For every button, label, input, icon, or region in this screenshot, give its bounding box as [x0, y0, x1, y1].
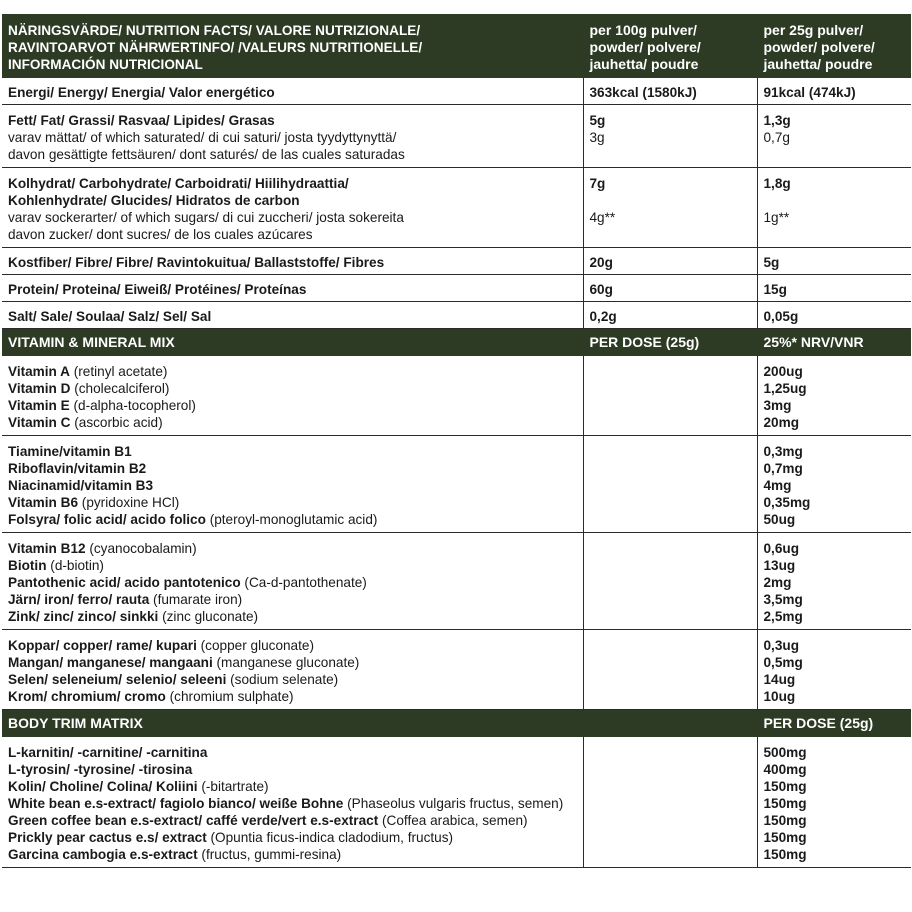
empty-cell	[583, 737, 757, 868]
ingredient-name: Mangan/ manganese/ mangaani	[8, 655, 213, 670]
ingredient-detail: (ascorbic acid)	[70, 415, 163, 430]
ingredient-name: Vitamin D	[8, 381, 71, 396]
ingredient-value: 13ug	[763, 558, 796, 573]
header-title: NÄRINGSVÄRDE/ NUTRITION FACTS/ VALORE NUTRIZIONALE/ RAVINTOARVOT NÄHRWERTINFO/ /VALEURS NUTRITIONELLE/ INFORMACIÓN NUTRICIONAL	[2, 15, 583, 78]
table-row-salt	[2, 302, 911, 329]
ingredient-line	[8, 460, 577, 477]
ingredient-name: Vitamin C	[8, 415, 71, 430]
row-per25: 0,05g	[757, 302, 911, 329]
ingredient-values	[757, 737, 911, 868]
ingredient-detail: (copper gluconate)	[196, 638, 314, 653]
table-row-fibre	[2, 248, 911, 275]
ingredient-name: Riboflavin/vitamin B2	[8, 461, 147, 476]
ingredient-line	[8, 608, 577, 625]
ingredient-name: Green coffee bean e.s-extract/ caffé verde/vert e.s-extract	[8, 813, 379, 828]
row-per25: 1,3g 0,7g	[757, 105, 911, 168]
ingredient-value: 150mg	[763, 813, 807, 828]
ingredient-value: 500mg	[763, 745, 807, 760]
ingredient-name: L-karnitin/ -carnitine/ -carnitina	[8, 745, 208, 760]
ingredient-name: Niacinamid/vitamin B3	[8, 478, 154, 493]
header-per-100g: per 100g pulver/ powder/ polvere/ jauhetta/ poudre	[583, 15, 757, 78]
ingredient-line	[8, 846, 577, 863]
ingredient-line	[8, 688, 577, 705]
ingredient-value: 1,25ug	[763, 381, 807, 396]
ingredient-line	[8, 654, 577, 671]
row-label: Kolhydrat/ Carbohydrate/ Carboidrati/ Hiilihydraattia/ Kohlenhydrate/ Glucides/ Hidratos de carbon varav sockerarter/ of which sugars/ di cui zuccheri/ josta sokereita davon zucker/ dont sucres/ de los cuales azúcares	[2, 168, 583, 248]
ingredient-detail: (retinyl acetate)	[69, 364, 168, 379]
section-col2	[583, 710, 757, 737]
ingredient-line	[8, 414, 577, 431]
ingredient-value: 150mg	[763, 830, 807, 845]
row-per25: 15g	[757, 275, 911, 302]
ingredient-value: 400mg	[763, 762, 807, 777]
ingredient-name: Vitamin A	[8, 364, 70, 379]
table-header-row	[2, 15, 911, 78]
ingredient-value: 150mg	[763, 779, 807, 794]
ingredient-line	[8, 397, 577, 414]
ingredient-name: Vitamin B6	[8, 495, 79, 510]
section-col3: PER DOSE (25g)	[757, 710, 911, 737]
row-per25: 91kcal (474kJ)	[757, 78, 911, 105]
ingredient-name: L-tyrosin/ -tyrosine/ -tirosina	[8, 762, 193, 777]
ingredient-name: Koppar/ copper/ rame/ kupari	[8, 638, 197, 653]
ingredient-detail: (chromium sulphate)	[165, 689, 294, 704]
section-title: VITAMIN & MINERAL MIX	[2, 329, 583, 356]
ingredient-name: Selen/ seleneium/ selenio/ seleeni	[8, 672, 227, 687]
section-col3: 25%* NRV/VNR	[757, 329, 911, 356]
empty-cell	[583, 436, 757, 533]
matrix-section-header	[2, 710, 911, 737]
ingredient-detail: (pteroyl-monoglutamic acid)	[205, 512, 378, 527]
ingredient-line	[8, 380, 577, 397]
ingredient-line	[8, 778, 577, 795]
nutrition-table	[2, 14, 911, 868]
ingredient-line	[8, 363, 577, 380]
ingredient-name: Järn/ iron/ ferro/ rauta	[8, 592, 150, 607]
ingredient-line	[8, 812, 577, 829]
ingredient-names	[2, 356, 583, 436]
ingredient-detail: (sodium selenate)	[226, 672, 339, 687]
ingredient-value: 14ug	[763, 672, 796, 687]
matrix-items	[2, 737, 911, 868]
ingredient-name: White bean e.s-extract/ fagiolo bianco/ weiße Bohne	[8, 796, 344, 811]
ingredient-detail: (d-alpha-tocopherol)	[69, 398, 196, 413]
ingredient-value: 2mg	[763, 575, 792, 590]
ingredient-value: 0,5mg	[763, 655, 803, 670]
vitamin-group-2	[2, 436, 911, 533]
ingredient-line	[8, 744, 577, 761]
ingredient-names	[2, 737, 583, 868]
ingredient-value: 0,7mg	[763, 461, 803, 476]
ingredient-detail: (cholecalciferol)	[70, 381, 170, 396]
ingredient-line	[8, 671, 577, 688]
vitamin-section-header	[2, 329, 911, 356]
ingredient-line	[8, 477, 577, 494]
row-per25: 1,8g 1g**	[757, 168, 911, 248]
ingredient-value: 2,5mg	[763, 609, 803, 624]
ingredient-detail: (cyanocobalamin)	[85, 541, 197, 556]
ingredient-detail: (pyridoxine HCl)	[78, 495, 180, 510]
ingredient-line	[8, 761, 577, 778]
row-label: Energi/ Energy/ Energia/ Valor energético	[2, 78, 583, 105]
ingredient-detail: (Opuntia ficus-indica cladodium, fructus)	[206, 830, 454, 845]
ingredient-value: 0,3mg	[763, 444, 803, 459]
ingredient-detail: (fumarate iron)	[149, 592, 243, 607]
vitamin-group-3	[2, 533, 911, 630]
ingredient-line	[8, 637, 577, 654]
ingredient-line	[8, 795, 577, 812]
vitamin-group-4	[2, 630, 911, 710]
empty-cell	[583, 630, 757, 710]
ingredient-detail: (manganese gluconate)	[212, 655, 360, 670]
ingredient-name: Prickly pear cactus e.s/ extract	[8, 830, 207, 845]
ingredient-line	[8, 540, 577, 557]
row-per100: 60g	[583, 275, 757, 302]
section-title: BODY TRIM MATRIX	[2, 710, 583, 737]
ingredient-values	[757, 436, 911, 533]
row-per100: 0,2g	[583, 302, 757, 329]
ingredient-value: 0,6ug	[763, 541, 800, 556]
ingredient-names	[2, 436, 583, 533]
row-per100: 5g 3g	[583, 105, 757, 168]
ingredient-name: Biotin	[8, 558, 47, 573]
ingredient-line	[8, 511, 577, 528]
ingredient-value: 200ug	[763, 364, 803, 379]
ingredient-name: Vitamin E	[8, 398, 70, 413]
row-label: Fett/ Fat/ Grassi/ Rasvaa/ Lipides/ Grasas varav mättat/ of which saturated/ di cui saturi/ josta tyydyttynyttä/ davon gesättigte fettsäuren/ dont saturés/ de las cuales saturadas	[2, 105, 583, 168]
ingredient-line	[8, 829, 577, 846]
ingredient-detail: (fructus, gummi-resina)	[197, 847, 342, 862]
ingredient-line	[8, 591, 577, 608]
ingredient-name: Vitamin B12	[8, 541, 86, 556]
row-per100: 363kcal (1580kJ)	[583, 78, 757, 105]
ingredient-detail: (Coffea arabica, semen)	[378, 813, 528, 828]
ingredient-name: Kolin/ Choline/ Colina/ Koliini	[8, 779, 198, 794]
ingredient-names	[2, 630, 583, 710]
ingredient-value: 10ug	[763, 689, 796, 704]
ingredient-name: Garcina cambogia e.s-extract	[8, 847, 198, 862]
section-col2: PER DOSE (25g)	[583, 329, 757, 356]
ingredient-detail: (zinc gluconate)	[158, 609, 259, 624]
row-label: Salt/ Sale/ Soulaa/ Salz/ Sel/ Sal	[2, 302, 583, 329]
ingredient-name: Krom/ chromium/ cromo	[8, 689, 166, 704]
ingredient-names	[2, 533, 583, 630]
row-per100: 20g	[583, 248, 757, 275]
ingredient-value: 150mg	[763, 796, 807, 811]
table-row-carbohydrate	[2, 168, 911, 248]
ingredient-value: 3,5mg	[763, 592, 803, 607]
ingredient-value: 0,35mg	[763, 495, 811, 510]
ingredient-values	[757, 356, 911, 436]
table-row-protein	[2, 275, 911, 302]
table-row-fat	[2, 105, 911, 168]
ingredient-line	[8, 494, 577, 511]
header-per-25g: per 25g pulver/ powder/ polvere/ jauhetta/ poudre	[757, 15, 911, 78]
nutrition-label	[2, 14, 911, 868]
row-per100: 7g 4g**	[583, 168, 757, 248]
empty-cell	[583, 533, 757, 630]
ingredient-value: 3mg	[763, 398, 792, 413]
ingredient-detail: (d-biotin)	[46, 558, 104, 573]
ingredient-line	[8, 574, 577, 591]
row-per25: 5g	[757, 248, 911, 275]
ingredient-name: Folsyra/ folic acid/ acido folico	[8, 512, 206, 527]
ingredient-value: 20mg	[763, 415, 800, 430]
row-label: Protein/ Proteina/ Eiweiß/ Protéines/ Proteínas	[2, 275, 583, 302]
table-row-energy	[2, 78, 911, 105]
ingredient-value: 0,3ug	[763, 638, 800, 653]
ingredient-values	[757, 630, 911, 710]
ingredient-detail: (-bitartrate)	[197, 779, 269, 794]
ingredient-detail: (Phaseolus vulgaris fructus, semen)	[343, 796, 564, 811]
ingredient-line	[8, 557, 577, 574]
row-label: Kostfiber/ Fibre/ Fibre/ Ravintokuitua/ Ballaststoffe/ Fibres	[2, 248, 583, 275]
ingredient-value: 150mg	[763, 847, 807, 862]
ingredient-name: Zink/ zinc/ zinco/ sinkki	[8, 609, 159, 624]
ingredient-value: 50ug	[763, 512, 796, 527]
ingredient-value: 4mg	[763, 478, 792, 493]
ingredient-name: Pantothenic acid/ acido pantotenico	[8, 575, 241, 590]
vitamin-group-1	[2, 356, 911, 436]
ingredient-values	[757, 533, 911, 630]
empty-cell	[583, 356, 757, 436]
ingredient-detail: (Ca-d-pantothenate)	[240, 575, 367, 590]
ingredient-line	[8, 443, 577, 460]
ingredient-name: Tiamine/vitamin B1	[8, 444, 132, 459]
